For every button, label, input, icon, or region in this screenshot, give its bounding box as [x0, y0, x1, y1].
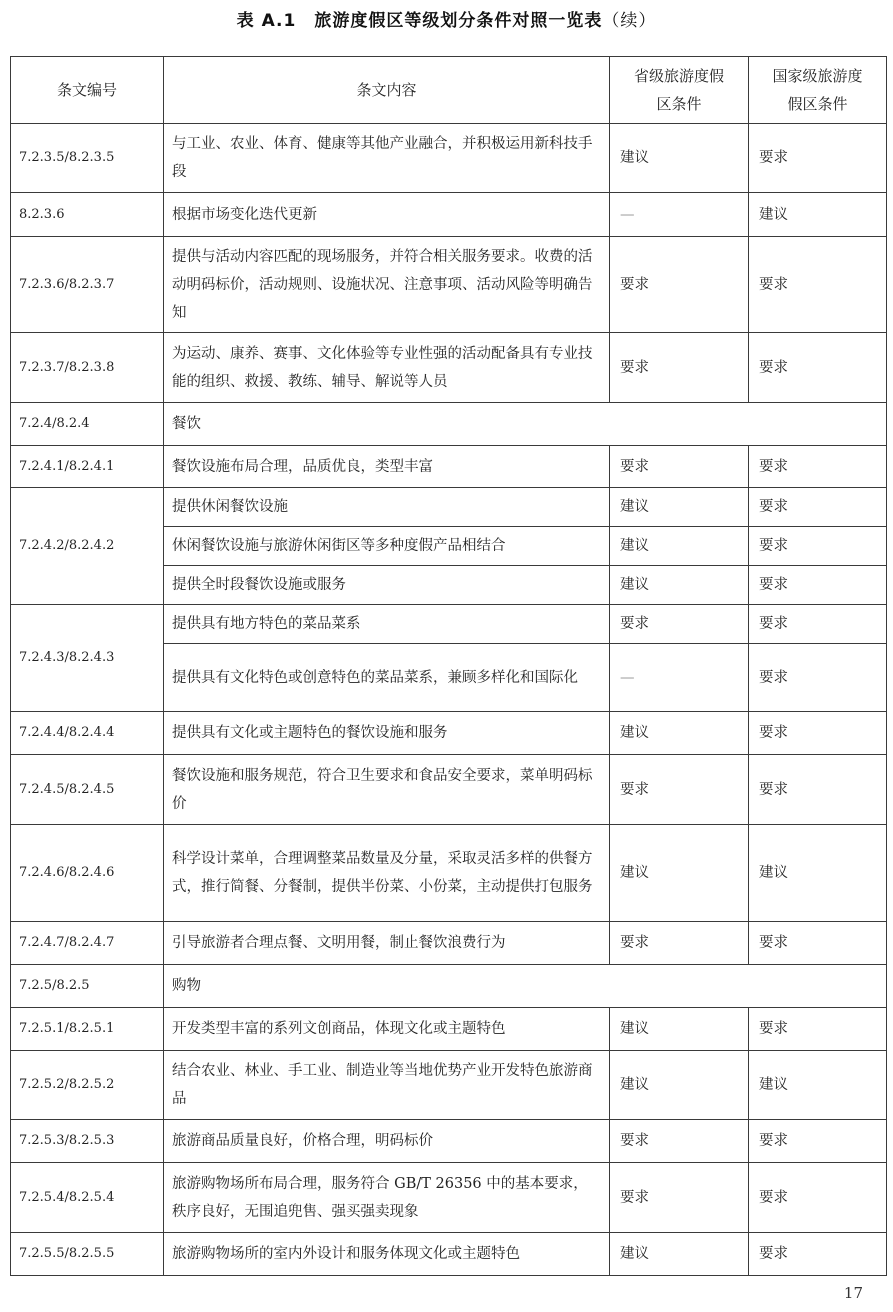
province-requirement: 建议	[610, 712, 749, 755]
clause-code: 7.2.4.2/8.2.4.2	[11, 488, 164, 605]
clause-content: 根据市场变化迭代更新	[164, 193, 610, 237]
national-requirement: 要求	[749, 712, 887, 755]
table-row	[11, 237, 887, 333]
province-requirement: 建议	[610, 1051, 749, 1120]
national-requirement: 要求	[749, 605, 887, 644]
header-province-text: 省级旅游度假区条件	[633, 67, 724, 113]
clause-content: 提供休闲餐饮设施	[164, 488, 610, 527]
province-requirement: 建议	[610, 124, 749, 193]
province-requirement: 建议	[610, 527, 749, 566]
province-requirement: —	[610, 644, 749, 712]
national-requirement: 要求	[749, 488, 887, 527]
header-code: 条文编号	[11, 57, 164, 124]
header-content: 条文内容	[164, 57, 610, 124]
national-requirement: 要求	[749, 124, 887, 193]
clause-code: 7.2.5/8.2.5	[11, 965, 164, 1008]
header-national-text: 国家级旅游度假区条件	[772, 67, 863, 113]
clause-code: 7.2.4.5/8.2.4.5	[11, 755, 164, 825]
national-requirement: 建议	[749, 825, 887, 922]
clause-content: 提供具有地方特色的菜品菜系	[164, 605, 610, 644]
table-row	[11, 1120, 887, 1163]
section-row-shopping	[11, 965, 887, 1008]
clause-code: 7.2.4.7/8.2.4.7	[11, 922, 164, 965]
province-requirement: 要求	[610, 755, 749, 825]
province-requirement: 要求	[610, 446, 749, 488]
national-requirement: 要求	[749, 755, 887, 825]
clause-content: 休闲餐饮设施与旅游休闲街区等多种度假产品相结合	[164, 527, 610, 566]
section-title: 购物	[164, 965, 887, 1008]
national-requirement: 要求	[749, 1233, 887, 1276]
province-requirement: 要求	[610, 1163, 749, 1233]
section-title: 餐饮	[164, 403, 887, 446]
province-requirement: —	[610, 193, 749, 237]
table-header-row	[11, 57, 887, 124]
province-requirement: 要求	[610, 922, 749, 965]
national-requirement: 要求	[749, 1120, 887, 1163]
table-row	[11, 193, 887, 237]
table-row	[11, 712, 887, 755]
criteria-table	[10, 56, 887, 1276]
clause-code: 7.2.4/8.2.4	[11, 403, 164, 446]
national-requirement: 要求	[749, 237, 887, 333]
province-requirement: 建议	[610, 825, 749, 922]
clause-code: 7.2.5.4/8.2.5.4	[11, 1163, 164, 1233]
table-row	[11, 1008, 887, 1051]
clause-code: 7.2.5.5/8.2.5.5	[11, 1233, 164, 1276]
national-requirement: 要求	[749, 333, 887, 403]
table-row	[11, 488, 887, 527]
clause-code: 7.2.3.7/8.2.3.8	[11, 333, 164, 403]
clause-content: 科学设计菜单，合理调整菜品数量及分量，采取灵活多样的供餐方式，推行简餐、分餐制，提供半份菜、小份菜，主动提供打包服务	[164, 825, 610, 922]
national-requirement: 要求	[749, 446, 887, 488]
table-row	[11, 922, 887, 965]
national-requirement: 要求	[749, 566, 887, 605]
table-row	[11, 825, 887, 922]
national-requirement: 要求	[749, 527, 887, 566]
clause-content: 旅游商品质量良好，价格合理，明码标价	[164, 1120, 610, 1163]
province-requirement: 要求	[610, 237, 749, 333]
clause-code: 7.2.4.1/8.2.4.1	[11, 446, 164, 488]
clause-content: 提供与活动内容匹配的现场服务，并符合相关服务要求。收费的活动明码标价，活动规则、设施状况、注意事项、活动风险等明确告知	[164, 237, 610, 333]
page-number: 17	[843, 1284, 863, 1302]
table-row	[11, 1051, 887, 1120]
national-requirement: 要求	[749, 1008, 887, 1051]
clause-content: 结合农业、林业、手工业、制造业等当地优势产业开发特色旅游商品	[164, 1051, 610, 1120]
clause-content: 引导旅游者合理点餐、文明用餐，制止餐饮浪费行为	[164, 922, 610, 965]
province-requirement: 要求	[610, 333, 749, 403]
national-requirement: 要求	[749, 922, 887, 965]
clause-code: 7.2.5.2/8.2.5.2	[11, 1051, 164, 1120]
table-row	[11, 124, 887, 193]
clause-code: 7.2.3.6/8.2.3.7	[11, 237, 164, 333]
clause-content: 旅游购物场所的室内外设计和服务体现文化或主题特色	[164, 1233, 610, 1276]
province-requirement: 要求	[610, 605, 749, 644]
clause-content: 餐饮设施布局合理，品质优良，类型丰富	[164, 446, 610, 488]
province-requirement: 建议	[610, 488, 749, 527]
table-title-suffix: （续）	[602, 11, 657, 31]
table-row	[11, 1233, 887, 1276]
clause-content: 餐饮设施和服务规范，符合卫生要求和食品安全要求，菜单明码标价	[164, 755, 610, 825]
province-requirement: 建议	[610, 1233, 749, 1276]
province-requirement: 要求	[610, 1120, 749, 1163]
clause-code: 7.2.5.1/8.2.5.1	[11, 1008, 164, 1051]
clause-content: 提供具有文化或主题特色的餐饮设施和服务	[164, 712, 610, 755]
province-requirement: 建议	[610, 1008, 749, 1051]
province-requirement: 建议	[610, 566, 749, 605]
table-row	[11, 1163, 887, 1233]
clause-code: 8.2.3.6	[11, 193, 164, 237]
clause-content: 提供具有文化特色或创意特色的菜品菜系，兼顾多样化和国际化	[164, 644, 610, 712]
table-row	[11, 755, 887, 825]
clause-code: 7.2.4.4/8.2.4.4	[11, 712, 164, 755]
clause-code: 7.2.4.6/8.2.4.6	[11, 825, 164, 922]
national-requirement: 要求	[749, 1163, 887, 1233]
section-row-catering	[11, 403, 887, 446]
clause-code: 7.2.5.3/8.2.5.3	[11, 1120, 164, 1163]
clause-content: 提供全时段餐饮设施或服务	[164, 566, 610, 605]
clause-content: 与工业、农业、体育、健康等其他产业融合，并积极运用新科技手段	[164, 124, 610, 193]
clause-code: 7.2.4.3/8.2.4.3	[11, 605, 164, 712]
table-row	[11, 446, 887, 488]
header-national	[749, 57, 887, 124]
table-title-main: 表 A.1 旅游度假区等级划分条件对照一览表	[236, 11, 603, 31]
national-requirement: 要求	[749, 644, 887, 712]
table-row	[11, 605, 887, 644]
national-requirement: 建议	[749, 1051, 887, 1120]
clause-content: 旅游购物场所布局合理，服务符合 GB/T 26356 中的基本要求，秩序良好，无围追兜售、强买强卖现象	[164, 1163, 610, 1233]
clause-content: 为运动、康养、赛事、文化体验等专业性强的活动配备具有专业技能的组织、救援、教练、辅导、解说等人员	[164, 333, 610, 403]
national-requirement: 建议	[749, 193, 887, 237]
clause-content: 开发类型丰富的系列文创商品，体现文化或主题特色	[164, 1008, 610, 1051]
table-row	[11, 333, 887, 403]
clause-code: 7.2.3.5/8.2.3.5	[11, 124, 164, 193]
header-province	[610, 57, 749, 124]
table-title	[0, 6, 893, 31]
